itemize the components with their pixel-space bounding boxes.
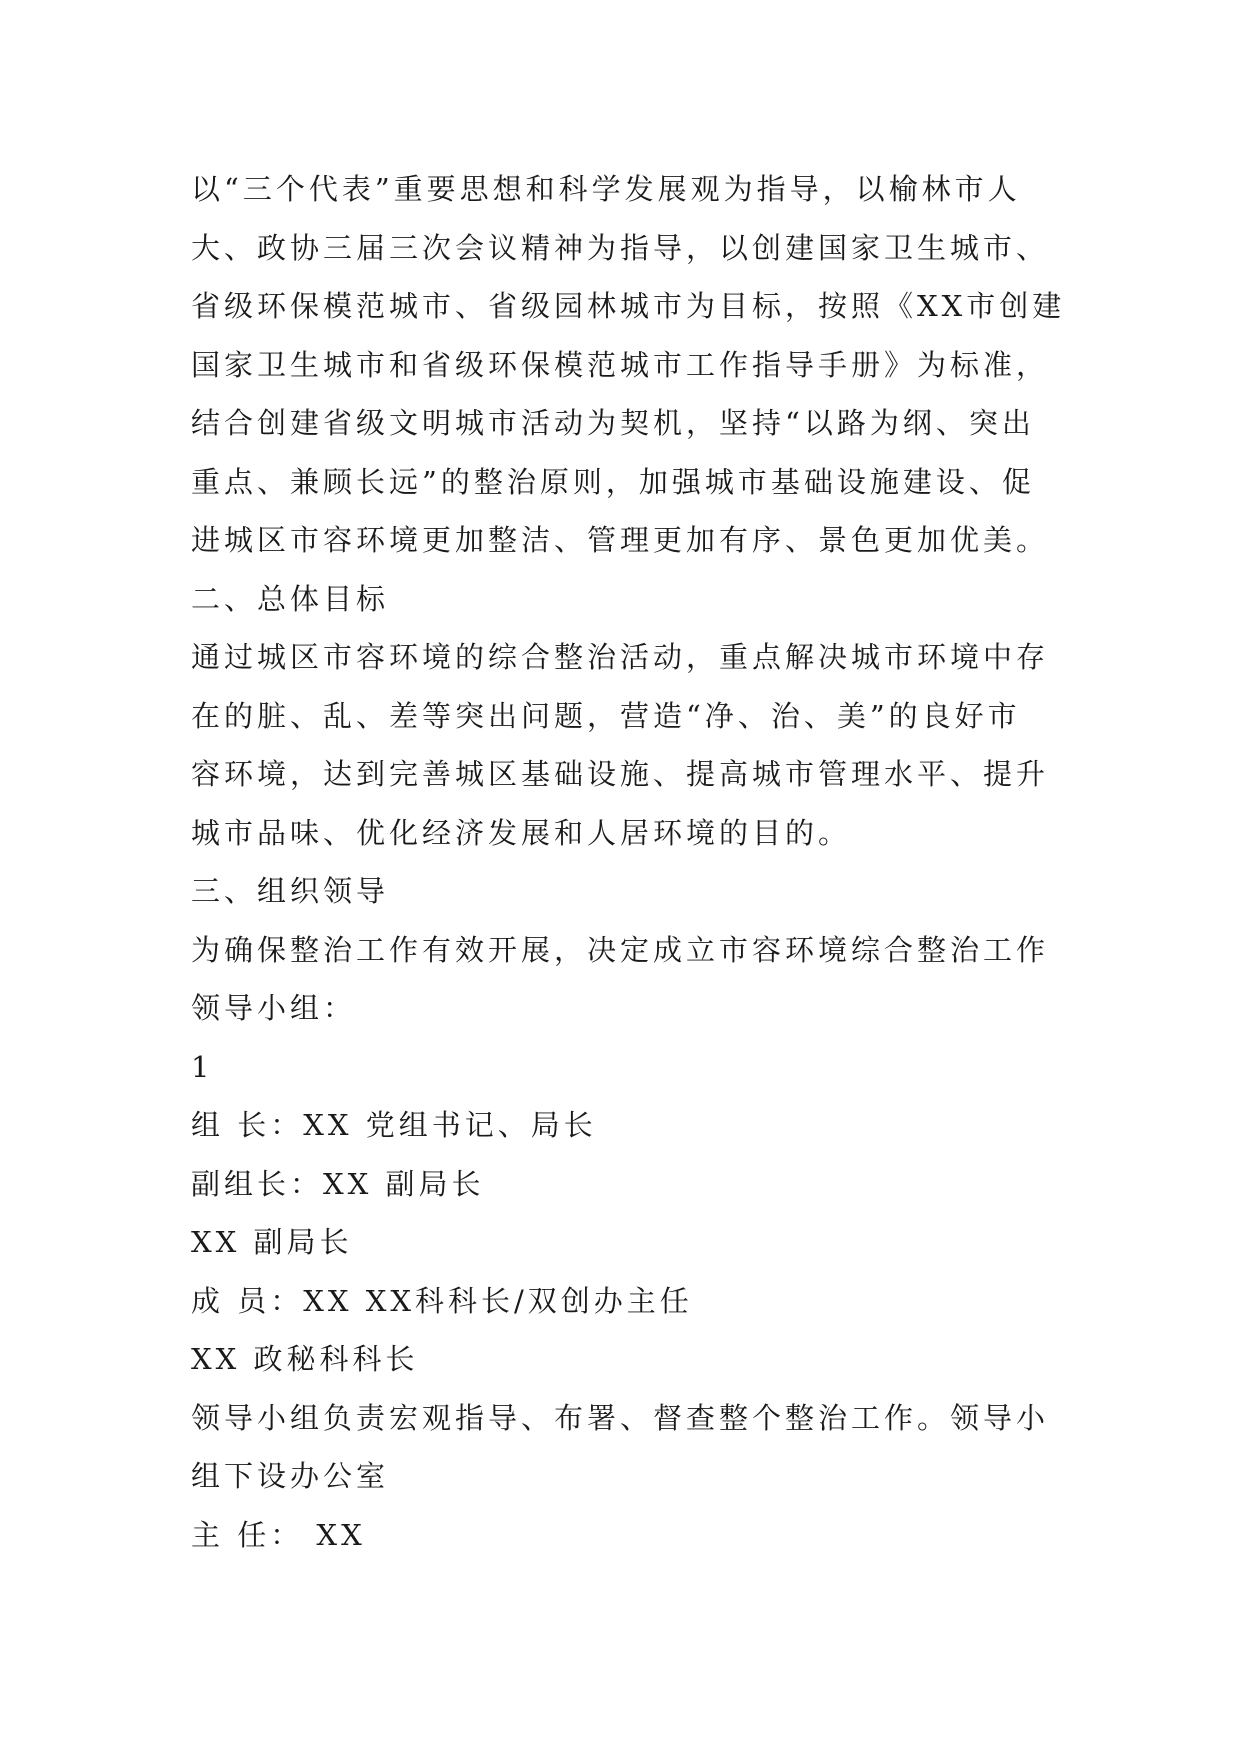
paragraph-line: 城市品味、优化经济发展和人居环境的目的。 [191, 815, 852, 850]
paragraph-line: 通过城区市容环境的综合整治活动，重点解决城市环境中存 [191, 640, 1050, 674]
paragraph-line: 在的脏、乱、差等突出问题，营造“净、治、美”的良好市 [191, 698, 1021, 733]
list-number: 1 [191, 1049, 214, 1084]
document-body [191, 160, 1071, 1564]
paragraph-line: 领导小组： [191, 991, 357, 1025]
section-heading-overall-goal: 二、总体目标 [191, 581, 390, 616]
paragraph-line: 大、政协三届三次会议精神为指导，以创建国家卫生城市、 [191, 230, 1050, 265]
paragraph-line: 以“三个代表”重要思想和科学发展观为指导，以榆林市人 [191, 172, 1021, 206]
paragraph-line: 领导小组负责宏观指导、布署、督查整个整治工作。领导小 [191, 1400, 1050, 1435]
roster-line-deputy-leader-2: XX 副局长 [191, 1225, 353, 1259]
paragraph-line: 国家卫生城市和省级环保模范城市工作指导手册》为标准， [191, 347, 1050, 382]
paragraph-line: 容环境，达到完善城区基础设施、提高城市管理水平、提升 [191, 757, 1050, 791]
paragraph-line: 进城区市容环境更加整洁、管理更加有序、景色更加优美。 [191, 523, 1050, 557]
paragraph-line: 省级环保模范城市、省级园林城市为目标，按照《XX市创建 [191, 289, 1066, 323]
paragraph-line: 组下设办公室 [191, 1459, 390, 1493]
roster-line-members: 成 员：XX XX科科长/双创办主任 [191, 1283, 693, 1318]
roster-line-director: 主 任： XX [191, 1517, 366, 1552]
roster-line-member-2: XX 政秘科科长 [191, 1342, 419, 1376]
section-heading-organization: 三、组织领导 [191, 874, 390, 908]
paragraph-line: 为确保整治工作有效开展，决定成立市容环境综合整治工作 [191, 932, 1050, 967]
roster-line-deputy-leader: 副组长：XX 副局长 [191, 1166, 485, 1201]
paragraph-line: 重点、兼顾长远”的整治原则，加强城市基础设施建设、促 [191, 464, 1035, 499]
paragraph-line: 结合创建省级文明城市活动为契机，坚持“以路为纲、突出 [191, 406, 1035, 440]
roster-line-leader: 组 长：XX 党组书记、局长 [191, 1108, 597, 1142]
